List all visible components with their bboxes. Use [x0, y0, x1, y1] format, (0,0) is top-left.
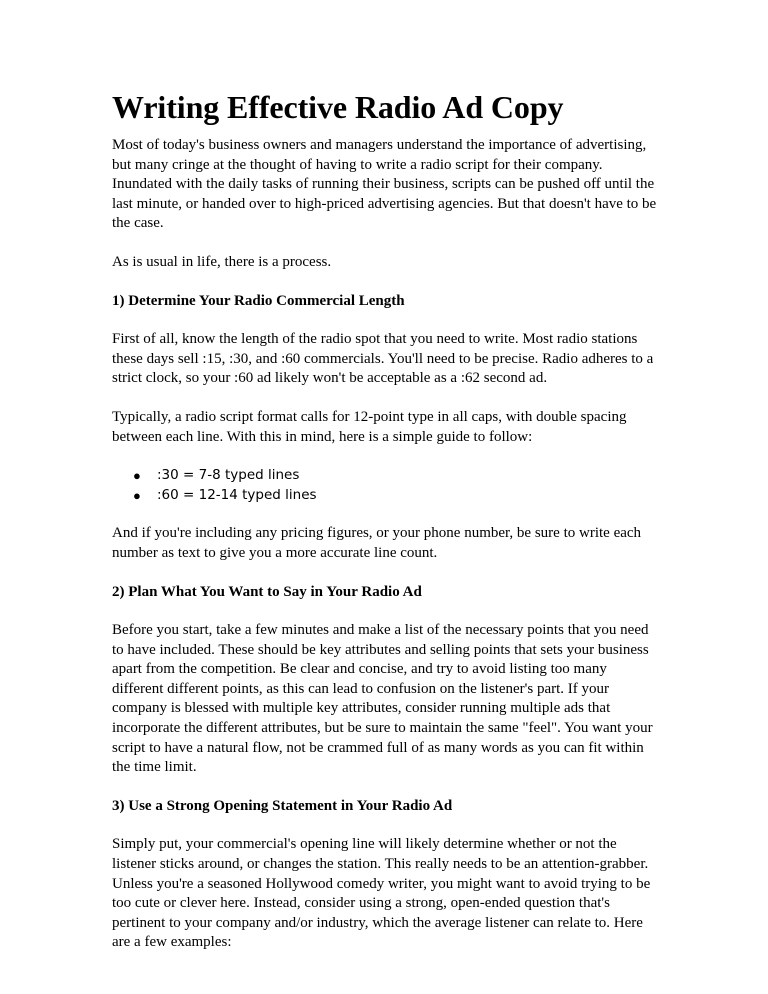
- section1-paragraph-1: First of all, know the length of the radio spot that you need to write. Most radio stations these days sell :15, :30, and :60 commercials. You'll need to be precise. Radio adheres to a strict clock, so your :60 ad likely won't be acceptable as a :62 second ad.: [112, 331, 654, 387]
- line-count-list: [112, 466, 660, 505]
- section2-paragraph-1: Before you start, take a few minutes and make a list of the necessary points that you need to have included. These should be key attributes and selling points that sets your business apart from the competition. Be clear and concise, and try to avoid listing too many different different points, as this can lead to confusion on the listener's part. If your company is blessed with multiple key attributes, consider running multiple ads that incorporate the different attributes, but be sure to maintain the same "feel". You want your script to have a natural flow, not be crammed full of as many words as you can fit within the time limit.: [112, 622, 653, 776]
- list-item: [112, 486, 660, 506]
- process-paragraph: As is usual in life, there is a process.: [112, 253, 332, 270]
- section1-paragraph-3: And if you're including any pricing figures, or your phone number, be sure to write each number as text to give you a more accurate line count.: [112, 525, 642, 561]
- list-item-text: :30 = 7-8 typed lines: [157, 467, 300, 484]
- section1-paragraph-2: Typically, a radio script format calls for 12-point type in all caps, with double spacing between each line. With this in mind, here is a simple guide to follow:: [112, 408, 627, 445]
- intro-paragraph: Most of today's business owners and managers understand the importance of advertising, but many cringe at the thought of having to write a radio script for their company. Inundated with the daily tasks of running their business, scripts can be pushed off until the last minute, or handed over to high-priced advertising agencies. But that doesn't have to be the case.: [112, 137, 657, 232]
- section-heading-3: 3) Use a Strong Opening Statement in Your Radio Ad: [112, 797, 453, 814]
- list-item: [112, 466, 660, 486]
- bullet-icon: ●: [133, 468, 141, 484]
- document-page: [112, 88, 660, 972]
- section-heading-1: 1) Determine Your Radio Commercial Length: [112, 292, 405, 309]
- list-item-text: :60 = 12-14 typed lines: [157, 486, 317, 503]
- bullet-icon: ●: [133, 487, 141, 503]
- section3-paragraph-1: Simply put, your commercial's opening line will likely determine whether or not the listener sticks around, or changes the station. This really needs to be an attention-grabber. Unless you're a seasoned Hollywood comedy writer, you might want to avoid trying to be too cute or clever here. Instead, consider using a strong, open-ended question that's pertinent to your company and/or industry, which the average listener can relate to. Here are a few examples:: [112, 836, 651, 951]
- page-title: Writing Effective Radio Ad Copy: [112, 89, 564, 125]
- section-heading-2: 2) Plan What You Want to Say in Your Radio Ad: [112, 583, 422, 600]
